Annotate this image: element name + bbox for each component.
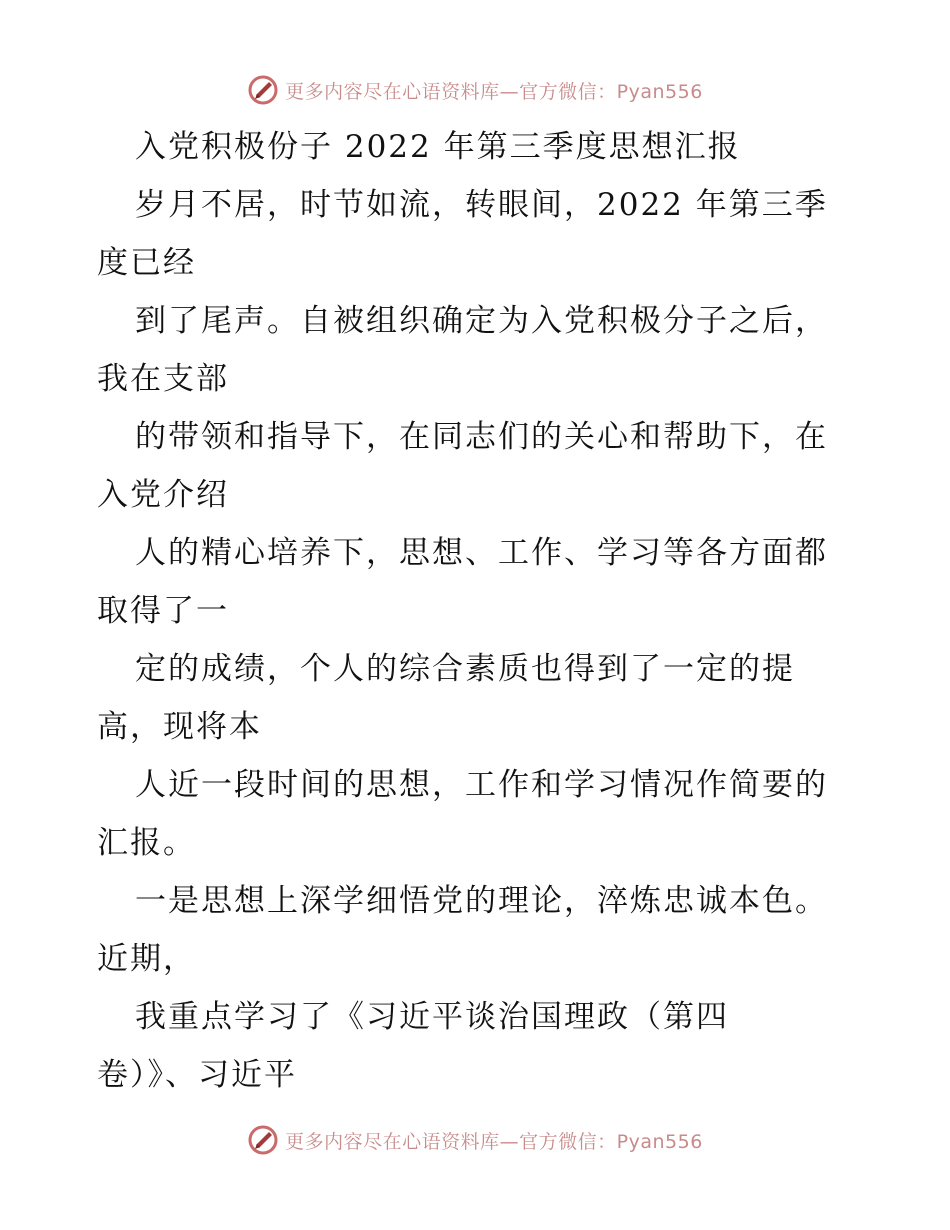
paragraph-line: 人近一段时间的思想，工作和学习情况作简要的 xyxy=(135,767,828,803)
paragraph-line: 近期， xyxy=(97,941,196,977)
paragraph-line: 卷）》、习近平 xyxy=(97,1057,297,1093)
watermark-text: 更多内容尽在心语资料库—官方微信：Pyan556 xyxy=(285,80,703,103)
paragraph-line: 入党介绍 xyxy=(97,477,229,513)
brand-logo-icon xyxy=(247,74,279,106)
paragraph-line: 岁月不居，时节如流，转眼间，2022 年第三季 xyxy=(135,187,828,223)
paragraph-line: 度已经 xyxy=(97,245,196,281)
document-title: 入党积极份子 2022 年第三季度思想汇报 xyxy=(135,129,741,165)
watermark-text: 更多内容尽在心语资料库—官方微信：Pyan556 xyxy=(285,1130,703,1153)
paragraph-line: 人的精心培养下，思想、工作、学习等各方面都 xyxy=(135,535,828,571)
document-body xyxy=(97,118,857,1104)
brand-logo-icon xyxy=(247,1124,279,1156)
paragraph-line: 我在支部 xyxy=(97,361,229,397)
paragraph-line: 到了尾声。自被组织确定为入党积极分子之后， xyxy=(135,303,828,339)
paragraph-line: 汇报。 xyxy=(97,825,196,861)
paragraph-line: 取得了一 xyxy=(97,593,229,629)
paragraph-line: 定的成绩，个人的综合素质也得到了一定的提 xyxy=(135,651,795,687)
header-watermark xyxy=(0,70,950,110)
paragraph-line: 高，现将本 xyxy=(97,709,262,745)
footer-watermark xyxy=(0,1120,950,1160)
paragraph-line: 一是思想上深学细悟党的理论，淬炼忠诚本色。 xyxy=(135,883,828,919)
paragraph-line: 的带领和指导下，在同志们的关心和帮助下，在 xyxy=(135,419,828,455)
paragraph-line: 我重点学习了《习近平谈治国理政（第四 xyxy=(135,999,729,1035)
